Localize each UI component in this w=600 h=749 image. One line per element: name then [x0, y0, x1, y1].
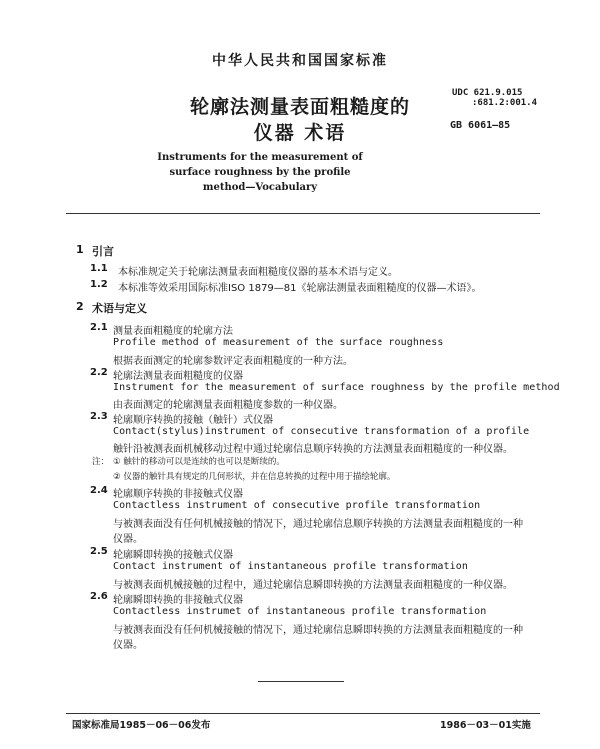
term-2-4-number: 2.4	[90, 485, 108, 496]
standard-title-line2: 仪器 术语	[253, 122, 347, 144]
term-2-2-definition: 由表面测定的轮廓测量表面粗糙度参数的一种仪器。	[113, 400, 343, 411]
term-2-1-en: Profile method of measurement of the surface roughness	[113, 337, 444, 348]
term-2-4-en: Contactless instrument of consecutive profile transformation	[113, 500, 481, 511]
udc-code-line2: :681.2:001.4	[472, 98, 538, 108]
term-2-2-en: Instrument for the measurement of surface roughness by the profile method	[113, 382, 560, 393]
effective-date: 1986－03－01实施	[440, 720, 531, 731]
term-2-6-cn: 轮廓瞬即转换的非接触式仪器	[113, 595, 243, 606]
term-2-5-number: 2.5	[90, 546, 108, 557]
item-1-1-number: 1.1	[90, 263, 108, 274]
english-title-line1: Instruments for the measurement of	[157, 152, 363, 163]
item-1-2-text: 本标准等效采用国际标准ISO 1879—81《轮廓法测量表面粗糙度的仪器—术语》。	[118, 283, 482, 294]
term-2-5-en: Contact instrument of instantaneous profile transformation	[113, 561, 468, 572]
note-2: ② 仪器的触针具有规定的几何形状，并在信息转换的过程中用于描绘轮廓。	[113, 472, 396, 482]
national-standard-header: 中华人民共和国国家标准	[212, 53, 388, 69]
term-2-3-cn: 轮廓顺序转换的接触（触针）式仪器	[113, 415, 273, 426]
english-title-line2: surface roughness by the profile	[169, 167, 351, 178]
term-2-3-number: 2.3	[90, 411, 108, 422]
term-2-5-cn: 轮廓瞬即转换的接触式仪器	[113, 550, 233, 561]
standard-title-line1: 轮廓法测量表面粗糙度的	[189, 96, 410, 118]
term-2-1-cn: 测量表面粗糙度的轮廓方法	[113, 326, 233, 337]
term-2-3-en: Contact(stylus)instrument of consecutive transformation of a profile	[113, 426, 530, 437]
header-divider	[66, 213, 540, 214]
footer-divider	[66, 713, 540, 714]
issue-date: 国家标准局1985－06－06发布	[72, 720, 211, 731]
item-1-2-number: 1.2	[90, 279, 108, 290]
item-1-1-text: 本标准规定关于轮廓法测量表面粗糙度仪器的基本术语与定义。	[118, 267, 398, 278]
term-2-3-definition: 触针沿被测表面机械移动过程中通过轮廓信息顺序转换的方法测量表面粗糙度的一种仪器。	[113, 444, 513, 455]
term-2-6-number: 2.6	[90, 591, 108, 602]
term-2-5-definition: 与被测表面机械接触的过程中，通过轮廓信息瞬即转换的方法测量表面粗糙度的一种仪器。	[113, 580, 513, 591]
gb-number: GB 6061—85	[450, 120, 511, 131]
term-2-4-definition: 与被测表面没有任何机械接触的情况下，通过轮廓信息顺序转换的方法测量表面粗糙度的一种	[113, 519, 523, 530]
term-2-2-number: 2.2	[90, 367, 108, 378]
english-title-line3: method—Vocabulary	[202, 182, 318, 193]
section-2-title: 术语与定义	[92, 302, 147, 315]
section-2-number: 2	[76, 300, 84, 313]
section-1-title: 引言	[92, 245, 114, 258]
term-2-2-cn: 轮廓法测量表面粗糙度的仪器	[113, 371, 243, 382]
note-1: ① 触针的移动可以是连续的也可以是断续的。	[113, 457, 285, 467]
term-2-6-definition-cont: 仪器。	[113, 640, 143, 651]
notes-label: 注：	[92, 457, 110, 467]
term-2-6-definition: 与被测表面没有任何机械接触的情况下，通过轮廓信息瞬即转换的方法测量表面粗糙度的一种	[113, 625, 523, 636]
term-2-6-en: Contactless instrumet of instantaneous profile transformation	[113, 606, 487, 617]
term-2-4-definition-cont: 仪器。	[113, 534, 143, 545]
udc-code-line1: UDC 621.9.015	[452, 88, 523, 98]
section-1-number: 1	[76, 243, 84, 256]
term-2-1-number: 2.1	[90, 322, 108, 333]
term-2-4-cn: 轮廓顺序转换的非接触式仪器	[113, 489, 243, 500]
term-2-1-definition: 根据表面测定的轮廓参数评定表面粗糙度的一种方法。	[113, 356, 353, 367]
end-of-text-rule	[258, 681, 344, 682]
